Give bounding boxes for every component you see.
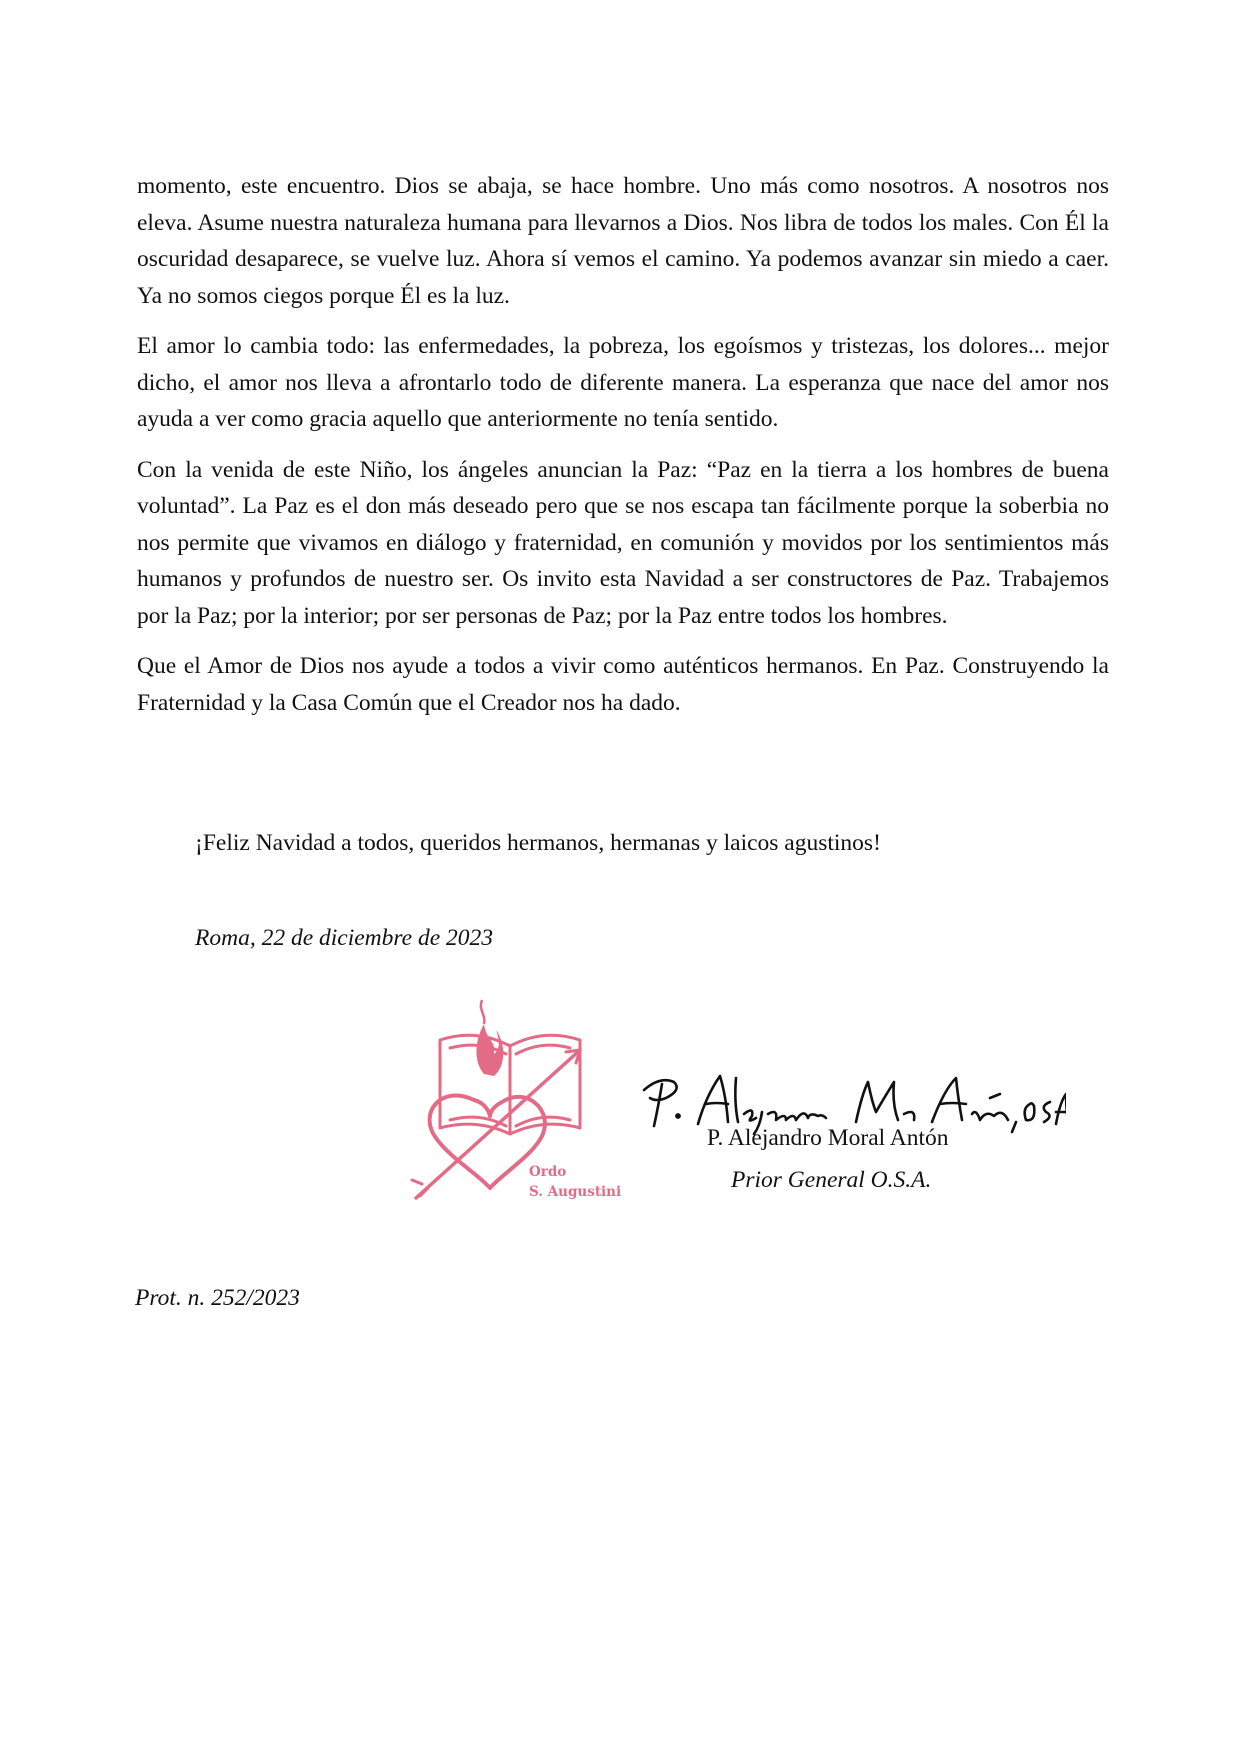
signer-name: P. Alejandro Moral Antón (707, 1125, 949, 1151)
paragraph-4: Que el Amor de Dios nos ayude a todos a vivir como auténticos hermanos. En Paz. Construyendo la Fraternidad y la Casa Común que el Creador nos ha dado. (137, 653, 1109, 716)
augustinian-seal-icon (398, 988, 628, 1204)
paragraph-3: Con la venida de este Niño, los ángeles anuncian la Paz: “Paz en la tierra a los hombres de buena voluntad”. La Paz es el don más deseado pero que se nos escapa tan fácilmente porque la soberbia no nos permite que vivamos en diálogo y fraternidad, en comunión y movidos por los sentimientos más humanos y profundos de nuestro ser. Os invito esta Navidad a ser constructores de Paz. Trabajemos por la Paz; por la interior; por ser personas de Paz; por la Paz entre todos los hombres. (137, 456, 1109, 629)
date-line: Roma, 22 de diciembre de 2023 (195, 925, 494, 951)
seal-text-augustini: S. Augustini (529, 1184, 622, 1200)
seal-text-ordo: Ordo (529, 1164, 567, 1180)
protocol-number: Prot. n. 252/2023 (135, 1285, 300, 1311)
paragraph-2: El amor lo cambia todo: las enfermedades, la pobreza, los egoísmos y tristezas, los dolores... mejor dicho, el amor nos lleva a afrontarlo todo de diferente manera. La esperanza que nace del amor nos ayuda a ver como gracia aquello que anteriormente no tenía sentido. (137, 333, 1109, 432)
signer-title: Prior General O.S.A. (731, 1167, 932, 1193)
paragraph-1: momento, este encuentro. Dios se abaja, se hace hombre. Uno más como nosotros. A nosotros nos eleva. Asume nuestra naturaleza humana para llevarnos a Dios. Nos libra de todos los males. Con Él la oscuridad desaparece, se vuelve luz. Ahora sí vemos el camino. Ya podemos avanzar sin miedo a caer. Ya no somos ciegos porque Él es la luz. (137, 173, 1109, 309)
christmas-greeting: ¡Feliz Navidad a todos, queridos hermanos, hermanas y laicos agustinos! (195, 830, 881, 856)
letter-body (137, 168, 1109, 735)
